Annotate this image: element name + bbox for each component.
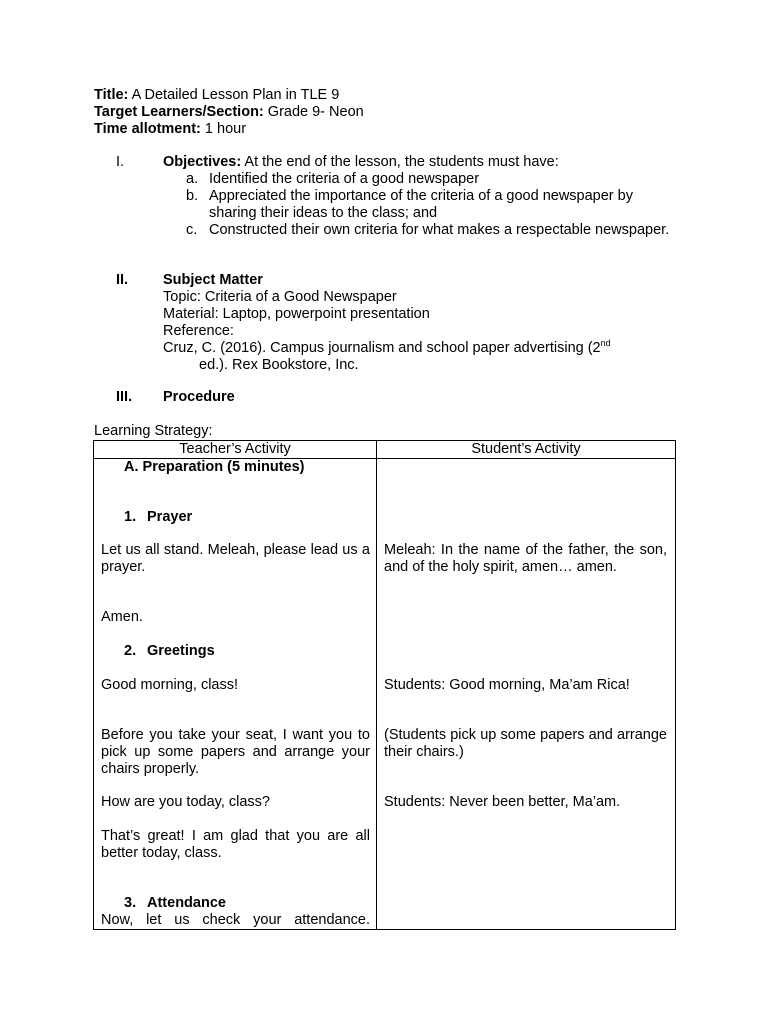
prayer-heading: 1. Prayer	[124, 509, 193, 525]
reference-label: Reference:	[163, 323, 234, 339]
lesson-plan-table	[93, 440, 676, 930]
subject-matter-section	[163, 272, 663, 374]
title-line: Title: A Detailed Lesson Plan in TLE 9	[94, 87, 340, 103]
student-activity-header: Student’s Activity	[377, 441, 676, 459]
greetings-heading: 2. Greetings	[124, 643, 215, 659]
reference-citation-cont: ed.). Rex Bookstore, Inc.	[199, 357, 359, 373]
preparation-heading: A. Preparation (5 minutes)	[124, 459, 305, 475]
document-header	[94, 87, 364, 138]
table-header-row	[94, 441, 676, 459]
objective-item: c. Constructed their own criteria for what makes a respectable newspaper.	[186, 222, 670, 238]
student-prayer-text: Meleah: In the name of the father, the son, and of the holy spirit, amen… amen.	[384, 542, 667, 575]
objective-item: b. Appreciated the importance of the criteria of a good newspaper by sharing their ideas to the class; and	[186, 188, 633, 221]
objectives-list	[186, 171, 676, 239]
teacher-activity-cell	[94, 459, 377, 930]
attendance-heading: 3. Attendance	[124, 895, 226, 911]
objective-item: a. Identified the criteria of a good newspaper	[186, 171, 480, 187]
student-better-text: Students: Never been better, Ma’am.	[384, 794, 621, 810]
target-learners-line: Target Learners/Section: Grade 9- Neon	[94, 104, 364, 120]
student-activity-cell	[377, 459, 676, 930]
teacher-amen-text: Amen.	[101, 609, 143, 625]
material-line: Material: Laptop, powerpoint presentation	[163, 306, 430, 322]
teacher-how-text: How are you today, class?	[101, 794, 270, 810]
teacher-activity-header: Teacher’s Activity	[94, 441, 377, 459]
student-papers-text: (Students pick up some papers and arrange their chairs.)	[384, 727, 667, 760]
procedure-numeral: III.	[116, 389, 133, 405]
teacher-prayer-text: Let us all stand. Meleah, please lead us a prayer.	[101, 542, 370, 575]
teacher-great-text: That’s great! I am glad that you are all better today, class.	[101, 828, 370, 861]
objectives-heading: Objectives: At the end of the lesson, the students must have:	[163, 154, 559, 170]
learning-strategy-label: Learning Strategy:	[94, 423, 213, 439]
table-row	[94, 459, 676, 930]
subject-matter-heading: Subject Matter	[163, 272, 263, 288]
objectives-numeral: I.	[116, 154, 125, 170]
teacher-seat-text: Before you take your seat, I want you to pick up some papers and arrange your chairs properly.	[101, 727, 370, 777]
reference-citation: Cruz, C. (2016). Campus journalism and school paper advertising (2nd	[163, 338, 611, 356]
teacher-good-morning-text: Good morning, class!	[101, 677, 239, 693]
teacher-attendance-text: Now, let us check your attendance.	[101, 912, 370, 928]
topic-line: Topic: Criteria of a Good Newspaper	[163, 289, 397, 305]
procedure-heading: Procedure	[163, 389, 235, 405]
student-good-morning-text: Students: Good morning, Ma’am Rica!	[384, 677, 630, 693]
subject-matter-numeral: II.	[116, 272, 129, 288]
time-allotment-line: Time allotment: 1 hour	[94, 121, 247, 137]
